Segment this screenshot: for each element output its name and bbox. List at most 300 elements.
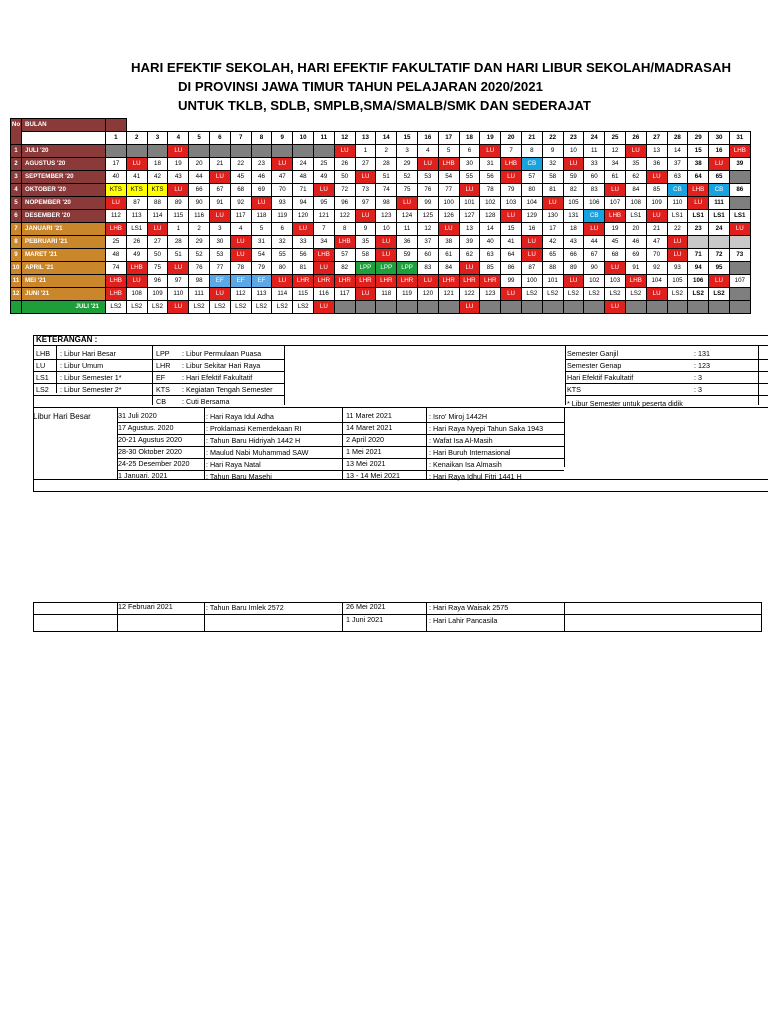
day-cell: 102 — [480, 197, 501, 210]
day-cell: LU — [168, 145, 189, 158]
holiday-name: : Tahun Baru Hidriyah 1442 H — [206, 436, 301, 445]
day-cell: LU — [355, 288, 376, 301]
header-fill — [605, 119, 626, 132]
day-cell: 118 — [251, 210, 272, 223]
day-cell — [729, 288, 750, 301]
month-row — [11, 171, 751, 184]
day-cell: 95 — [709, 262, 730, 275]
day-cell: 75 — [397, 184, 418, 197]
day-cell: 63 — [480, 249, 501, 262]
day-cell: LPP — [376, 262, 397, 275]
day-cell: 111 — [189, 288, 210, 301]
holiday-date: 13 - 14 Mei 2021 — [346, 471, 400, 480]
day-cell: 58 — [355, 249, 376, 262]
day-cell: 26 — [126, 236, 147, 249]
holiday-date: 31 Juli 2020 — [118, 411, 157, 420]
header-bulan-pad — [22, 132, 106, 145]
day-cell: LU — [521, 249, 542, 262]
day-cell: LS2 — [106, 301, 127, 314]
summary-label: Semester Ganjil — [567, 349, 619, 358]
day-cell — [189, 145, 210, 158]
holiday-date: 2 April 2020 — [346, 435, 384, 444]
day-cell: 46 — [625, 236, 646, 249]
rule — [426, 407, 427, 479]
month-row — [11, 184, 751, 197]
month-row — [11, 275, 751, 288]
day-cell: 9 — [355, 223, 376, 236]
rule — [564, 603, 565, 631]
day-cell: 11 — [584, 145, 605, 158]
day-cell: 87 — [126, 197, 147, 210]
day-cell: 44 — [584, 236, 605, 249]
day-header: 15 — [397, 132, 418, 145]
day-cell: 62 — [625, 171, 646, 184]
day-cell — [272, 145, 293, 158]
day-cell: LU — [605, 301, 626, 314]
day-cell: 125 — [417, 210, 438, 223]
day-cell: 71 — [293, 184, 314, 197]
day-cell: 121 — [313, 210, 334, 223]
day-header: 12 — [334, 132, 355, 145]
day-cell: 2 — [376, 145, 397, 158]
month-no: 9 — [11, 249, 22, 262]
day-cell: 120 — [417, 288, 438, 301]
day-cell: 107 — [729, 275, 750, 288]
day-cell: 66 — [563, 249, 584, 262]
day-cell — [729, 262, 750, 275]
day-cell: 44 — [189, 171, 210, 184]
holiday-name: : Tahun Baru Masehi — [206, 472, 272, 481]
day-header: 28 — [667, 132, 688, 145]
day-cell: 58 — [542, 171, 563, 184]
day-cell: LHB — [501, 158, 522, 171]
day-cell: 51 — [168, 249, 189, 262]
day-cell: 73 — [355, 184, 376, 197]
day-header: 8 — [251, 132, 272, 145]
day-cell: LU — [501, 171, 522, 184]
month-name: MEI '21 — [22, 275, 106, 288]
rule — [564, 407, 565, 467]
day-cell — [646, 301, 667, 314]
header-fill — [646, 119, 667, 132]
day-cell: 70 — [272, 184, 293, 197]
day-cell: 126 — [438, 210, 459, 223]
day-cell — [334, 301, 355, 314]
day-cell: 104 — [521, 197, 542, 210]
holiday-name: : Isro' Miroj 1442H — [429, 412, 488, 421]
day-cell: 61 — [438, 249, 459, 262]
day-cell: 13 — [459, 223, 480, 236]
header-fill — [251, 119, 272, 132]
rule — [284, 345, 285, 405]
day-cell: 78 — [480, 184, 501, 197]
title-line-2: DI PROVINSI JAWA TIMUR TAHUN PELAJARAN 2020/2021 — [178, 79, 543, 94]
month-name: JULI '21 — [22, 301, 106, 314]
day-cell: LS1 — [126, 223, 147, 236]
day-header: 26 — [625, 132, 646, 145]
day-cell: 32 — [542, 158, 563, 171]
day-cell: 41 — [501, 236, 522, 249]
day-cell: 60 — [417, 249, 438, 262]
header-fill — [126, 119, 147, 132]
day-cell: LHR — [376, 275, 397, 288]
month-name: MARET '21 — [22, 249, 106, 262]
holiday-name: : Tahun Baru Imlek 2572 — [206, 603, 284, 612]
keterangan-box — [33, 335, 768, 492]
summary-value: : 3 — [694, 385, 702, 394]
day-cell: LS2 — [667, 288, 688, 301]
day-cell: 49 — [313, 171, 334, 184]
rule — [117, 407, 118, 479]
day-cell: 92 — [230, 197, 251, 210]
day-cell: 27 — [147, 236, 168, 249]
holiday-name: : Maulud Nabi Muhammad SAW — [206, 448, 309, 457]
day-cell: 10 — [563, 145, 584, 158]
day-cell: LU — [459, 262, 480, 275]
day-header: 9 — [272, 132, 293, 145]
rule — [565, 371, 768, 372]
day-cell: 33 — [584, 158, 605, 171]
day-cell: 47 — [272, 171, 293, 184]
day-cell: 74 — [106, 262, 127, 275]
holiday-name: : Hari Buruh Internasional — [429, 448, 511, 457]
day-header: 3 — [147, 132, 168, 145]
day-cell: 54 — [438, 171, 459, 184]
day-cell: 83 — [584, 184, 605, 197]
day-cell: 22 — [667, 223, 688, 236]
day-cell: 21 — [646, 223, 667, 236]
day-cell: LU — [459, 301, 480, 314]
day-cell: 31 — [480, 158, 501, 171]
holiday-date: 20-21 Agustus 2020 — [118, 435, 182, 444]
holiday-date: 11 Maret 2021 — [346, 411, 392, 420]
day-cell: LHB — [438, 158, 459, 171]
month-row — [11, 197, 751, 210]
day-cell: 6 — [272, 223, 293, 236]
day-cell: CB — [521, 158, 542, 171]
rule — [34, 614, 761, 615]
day-header: 18 — [459, 132, 480, 145]
day-cell: EF — [230, 275, 251, 288]
day-cell: 67 — [209, 184, 230, 197]
day-cell: LS2 — [147, 301, 168, 314]
day-cell: CB — [584, 210, 605, 223]
header-fill — [272, 119, 293, 132]
day-cell: LU — [584, 223, 605, 236]
day-cell: 112 — [230, 288, 251, 301]
day-cell: 54 — [251, 249, 272, 262]
legend-desc: : Kegiatan Tengah Semester — [182, 385, 273, 394]
day-cell: 62 — [459, 249, 480, 262]
day-cell: 8 — [334, 223, 355, 236]
day-cell — [729, 236, 750, 249]
holiday-date: 28-30 Oktober 2020 — [118, 447, 182, 456]
day-cell: 105 — [667, 275, 688, 288]
day-cell: 21 — [209, 158, 230, 171]
header-fill — [521, 119, 542, 132]
day-cell: 117 — [230, 210, 251, 223]
day-cell: 35 — [625, 158, 646, 171]
holiday-date: 17 Agustus. 2020 — [118, 423, 174, 432]
day-cell: 32 — [272, 236, 293, 249]
day-cell: 14 — [667, 145, 688, 158]
day-cell: 68 — [230, 184, 251, 197]
header-fill — [501, 119, 522, 132]
day-cell: 102 — [584, 275, 605, 288]
month-name: JULI '20 — [22, 145, 106, 158]
month-no: 3 — [11, 171, 22, 184]
day-cell: 101 — [542, 275, 563, 288]
day-cell: LU — [646, 210, 667, 223]
day-cell: 60 — [584, 171, 605, 184]
day-cell: LU — [605, 184, 626, 197]
day-cell: 119 — [272, 210, 293, 223]
rule — [117, 446, 564, 447]
day-header: 2 — [126, 132, 147, 145]
day-cell: LHR — [459, 275, 480, 288]
day-cell: 91 — [625, 262, 646, 275]
day-header: 21 — [521, 132, 542, 145]
day-cell: LU — [438, 223, 459, 236]
month-row — [11, 236, 751, 249]
day-cell: 20 — [189, 158, 210, 171]
day-cell: 3 — [209, 223, 230, 236]
day-cell: 18 — [147, 158, 168, 171]
rule — [34, 371, 284, 372]
rule — [565, 395, 768, 396]
day-cell: 29 — [397, 158, 418, 171]
holiday-date: 24-25 Desember 2020 — [118, 459, 190, 468]
day-cell: 4 — [230, 223, 251, 236]
rule — [34, 395, 284, 396]
day-cell: LU — [230, 249, 251, 262]
day-header: 25 — [605, 132, 626, 145]
day-cell — [397, 301, 418, 314]
day-header: 31 — [729, 132, 750, 145]
day-cell: LS1 — [667, 210, 688, 223]
day-cell: LS2 — [230, 301, 251, 314]
day-cell: 81 — [542, 184, 563, 197]
day-cell: 1 — [355, 145, 376, 158]
day-cell: 15 — [501, 223, 522, 236]
day-cell: 38 — [688, 158, 709, 171]
day-cell: LU — [313, 301, 334, 314]
day-cell: LS2 — [563, 288, 584, 301]
header-fill — [189, 119, 210, 132]
day-cell: 7 — [313, 223, 334, 236]
day-cell — [209, 145, 230, 158]
day-header: 24 — [584, 132, 605, 145]
day-cell: LS2 — [709, 288, 730, 301]
day-cell: 101 — [459, 197, 480, 210]
month-row — [11, 288, 751, 301]
day-cell: 36 — [397, 236, 418, 249]
day-cell: LU — [355, 171, 376, 184]
day-cell: 84 — [625, 184, 646, 197]
day-cell: 27 — [355, 158, 376, 171]
day-cell: LU — [501, 288, 522, 301]
day-cell: LU — [625, 145, 646, 158]
day-cell: LU — [480, 145, 501, 158]
day-cell: LU — [209, 171, 230, 184]
rule — [758, 345, 759, 405]
month-no: 4 — [11, 184, 22, 197]
header-fill — [625, 119, 646, 132]
day-cell: LHB — [625, 275, 646, 288]
header-fill — [729, 119, 750, 132]
header-fill — [417, 119, 438, 132]
day-cell: 59 — [397, 249, 418, 262]
day-cell — [584, 301, 605, 314]
day-cell: 93 — [667, 262, 688, 275]
day-cell: 6 — [459, 145, 480, 158]
day-cell: 84 — [438, 262, 459, 275]
day-cell: 17 — [542, 223, 563, 236]
header-bulan: BULAN — [22, 119, 106, 132]
day-cell: 69 — [251, 184, 272, 197]
day-cell: 57 — [521, 171, 542, 184]
day-cell: LS2 — [272, 301, 293, 314]
header-fill — [397, 119, 418, 132]
rule — [342, 407, 343, 479]
day-cell: 10 — [376, 223, 397, 236]
day-cell: 82 — [563, 184, 584, 197]
month-name: JUNI '21 — [22, 288, 106, 301]
day-cell — [709, 301, 730, 314]
day-cell: 85 — [480, 262, 501, 275]
day-cell — [147, 145, 168, 158]
day-cell: 127 — [459, 210, 480, 223]
legend-desc: : Libur Semester 2* — [60, 385, 122, 394]
day-cell: 73 — [729, 249, 750, 262]
day-cell: LHB — [106, 275, 127, 288]
day-cell: LS2 — [688, 288, 709, 301]
day-cell: 91 — [209, 197, 230, 210]
day-cell — [501, 301, 522, 314]
day-cell: 28 — [168, 236, 189, 249]
month-name: DESEMBER '20 — [22, 210, 106, 223]
day-header: 11 — [313, 132, 334, 145]
day-cell: LS1 — [625, 210, 646, 223]
day-cell: LS2 — [625, 288, 646, 301]
day-cell: LU — [605, 262, 626, 275]
month-name: PEBRUARI '21 — [22, 236, 106, 249]
day-cell: LU — [334, 145, 355, 158]
day-cell: 82 — [334, 262, 355, 275]
day-cell: LS2 — [605, 288, 626, 301]
legend-desc: : Libur Sekitar Hari Raya — [182, 361, 261, 370]
day-cell: LU — [126, 158, 147, 171]
day-cell: 2 — [189, 223, 210, 236]
day-cell: LU — [251, 197, 272, 210]
day-cell: LS2 — [126, 301, 147, 314]
title-line-3: UNTUK TKLB, SDLB, SMPLB,SMA/SMALB/SMK DAN SEDERAJAT — [178, 98, 591, 113]
day-cell: LU — [106, 197, 127, 210]
day-cell: 87 — [521, 262, 542, 275]
day-cell: CB — [709, 184, 730, 197]
day-cell: 48 — [106, 249, 127, 262]
day-cell: LHB — [106, 288, 127, 301]
day-cell: LHB — [313, 249, 334, 262]
day-cell: 31 — [251, 236, 272, 249]
day-cell: LU — [709, 275, 730, 288]
legend-code: EF — [156, 373, 166, 382]
day-cell — [126, 145, 147, 158]
day-cell: 120 — [293, 210, 314, 223]
day-cell: LU — [168, 184, 189, 197]
holiday-date: 1 Januari. 2021 — [118, 471, 168, 480]
day-cell: 69 — [625, 249, 646, 262]
month-row — [11, 249, 751, 262]
day-cell: 29 — [189, 236, 210, 249]
day-cell: CB — [667, 184, 688, 197]
day-cell: LS2 — [209, 301, 230, 314]
day-cell: 20 — [625, 223, 646, 236]
day-cell: LS1 — [709, 210, 730, 223]
day-cell: 99 — [501, 275, 522, 288]
day-cell: LHR — [438, 275, 459, 288]
header-no: No — [11, 119, 22, 145]
day-cell: 88 — [147, 197, 168, 210]
day-cell: 72 — [334, 184, 355, 197]
day-cell — [230, 145, 251, 158]
day-cell: 100 — [438, 197, 459, 210]
month-no — [11, 301, 22, 314]
day-cell — [480, 301, 501, 314]
day-cell: LU — [126, 275, 147, 288]
day-header: 29 — [688, 132, 709, 145]
day-cell: 45 — [230, 171, 251, 184]
day-cell: LHB — [605, 210, 626, 223]
day-cell: LHR — [293, 275, 314, 288]
day-cell: LPP — [397, 262, 418, 275]
day-cell: 19 — [605, 223, 626, 236]
day-cell: LU — [563, 158, 584, 171]
day-cell: 40 — [480, 236, 501, 249]
day-cell: 55 — [272, 249, 293, 262]
header-fill — [168, 119, 189, 132]
holiday-date: 14 Maret 2021 — [346, 423, 393, 432]
rule — [204, 603, 205, 631]
day-cell: 104 — [646, 275, 667, 288]
day-cell: 37 — [417, 236, 438, 249]
day-cell: LU — [230, 236, 251, 249]
day-cell: 52 — [189, 249, 210, 262]
day-cell: 92 — [646, 262, 667, 275]
legend-desc: : Libur Semester 1* — [60, 373, 122, 382]
day-cell: 130 — [542, 210, 563, 223]
legend-code: LS1 — [36, 373, 49, 382]
day-cell: 53 — [417, 171, 438, 184]
day-cell: LS1 — [729, 210, 750, 223]
day-cell: 110 — [667, 197, 688, 210]
holiday-name: : Proklamasi Kemerdekaan RI — [206, 424, 302, 433]
day-cell: 24 — [293, 158, 314, 171]
day-cell — [729, 171, 750, 184]
day-cell: 4 — [417, 145, 438, 158]
day-cell: LU — [667, 249, 688, 262]
day-cell: 80 — [521, 184, 542, 197]
day-cell: 72 — [709, 249, 730, 262]
day-cell — [438, 301, 459, 314]
header-fill — [209, 119, 230, 132]
month-no: 6 — [11, 210, 22, 223]
day-cell: 86 — [501, 262, 522, 275]
day-cell: LS2 — [584, 288, 605, 301]
day-cell: 108 — [625, 197, 646, 210]
day-cell: LU — [355, 210, 376, 223]
day-cell: 47 — [646, 236, 667, 249]
